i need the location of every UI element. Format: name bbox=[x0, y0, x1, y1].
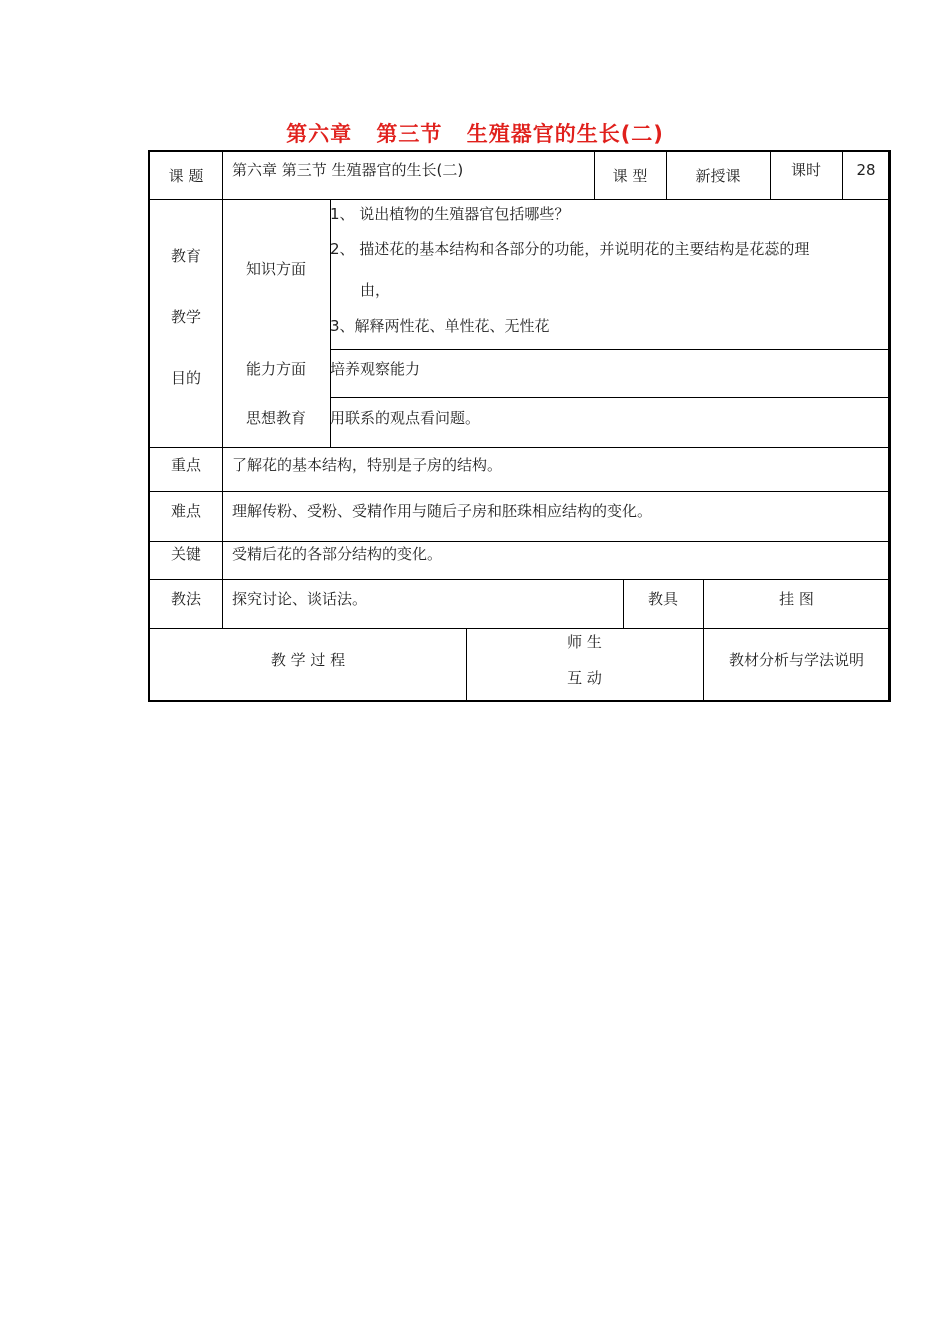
knowledge-item: 由， bbox=[360, 281, 391, 299]
knowledge-label: 知识方面 bbox=[245, 260, 306, 278]
knowledge-item: 3、解释两性花、单性花、无性花 bbox=[330, 317, 550, 335]
method-label: 教法 bbox=[170, 590, 201, 608]
topic-value: 第六章 第三节 生殖器官的生长(二) bbox=[232, 161, 464, 179]
knowledge-item: 1、 说出植物的生殖器官包括哪些？ bbox=[330, 205, 570, 223]
difficulty-value: 理解传粉、受粉、受精作用与随后子房和胚珠相应结构的变化。 bbox=[232, 502, 653, 520]
teaching-aids-value: 挂 图 bbox=[779, 590, 814, 608]
critical-value: 受精后花的各部分结构的变化。 bbox=[232, 545, 443, 563]
class-hours-value: 28 bbox=[856, 161, 876, 179]
page-title bbox=[0, 118, 950, 148]
title-section: 第三节 bbox=[376, 122, 443, 146]
critical-label: 关键 bbox=[170, 545, 201, 563]
teaching-aids-label: 教具 bbox=[647, 590, 678, 608]
topic-label: 课 题 bbox=[168, 167, 204, 185]
knowledge-item: 2、 描述花的基本结构和各部分的功能，并说明花的主要结构是花蕊的理 bbox=[330, 240, 810, 258]
teaching-process-label: 教 学 过 程 bbox=[270, 651, 346, 669]
thought-value: 用联系的观点看问题。 bbox=[330, 409, 481, 427]
ability-value: 培养观察能力 bbox=[330, 360, 421, 378]
method-value: 探究讨论、谈话法。 bbox=[232, 590, 368, 608]
objectives-label-3: 目的 bbox=[170, 369, 201, 387]
ability-label: 能力方面 bbox=[245, 360, 306, 378]
thought-label: 思想教育 bbox=[245, 409, 306, 427]
key-point-label: 重点 bbox=[170, 456, 201, 474]
title-topic: 生殖器官的生长(二) bbox=[466, 122, 664, 146]
title-chapter: 第六章 bbox=[286, 122, 353, 146]
lesson-type-label: 课 型 bbox=[612, 167, 648, 185]
key-point-value: 了解花的基本结构，特别是子房的结构。 bbox=[232, 456, 503, 474]
objectives-label-2: 教学 bbox=[170, 308, 201, 326]
difficulty-label: 难点 bbox=[170, 502, 201, 520]
objectives-label-1: 教育 bbox=[170, 247, 201, 265]
lesson-plan-table bbox=[148, 150, 891, 702]
lesson-type-value: 新授课 bbox=[695, 167, 741, 185]
interaction-label-line1: 师 生 bbox=[567, 633, 602, 651]
class-hours-label: 课时 bbox=[790, 161, 821, 179]
interaction-label-line2: 互 动 bbox=[567, 669, 602, 687]
analysis-label: 教材分析与学法说明 bbox=[728, 651, 864, 669]
